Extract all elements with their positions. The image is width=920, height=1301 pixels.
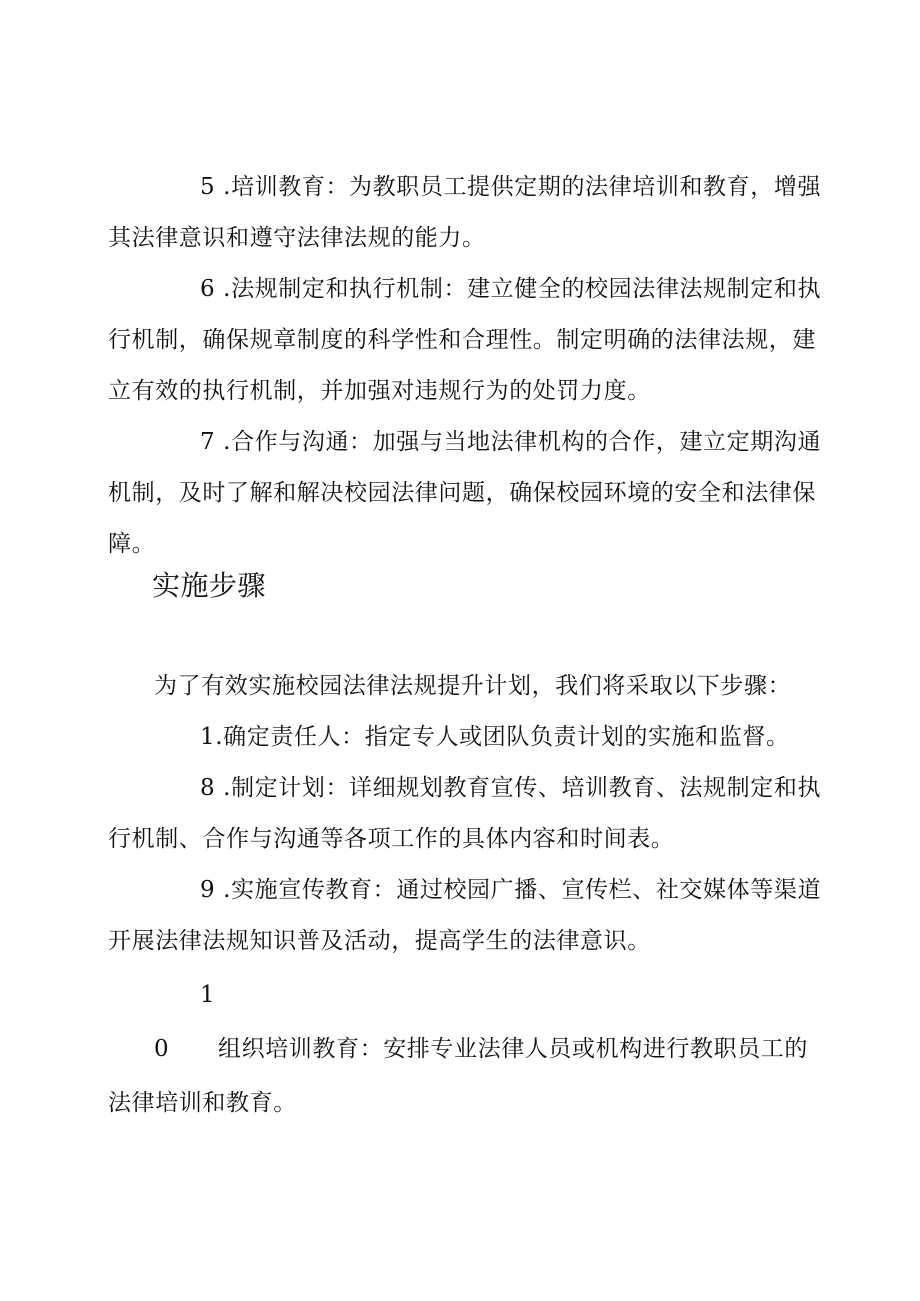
step-10-text: 组织培训教育：安排专业法律人员或机构进行教职员工的法律培训和教育。 [108, 1036, 808, 1116]
item-6-separator: . [215, 276, 232, 302]
item-7-number: 7 [200, 429, 216, 455]
step-1 [108, 712, 824, 763]
item-5 [108, 162, 824, 264]
step-10-number: 10 [154, 982, 216, 1062]
step-9-number: 9 [200, 877, 216, 903]
item-5-number: 5 [200, 174, 216, 200]
step-9-separator: . [215, 877, 232, 903]
step-9-text: 实施宣传教育：通过校园广播、宣传栏、社交媒体等渠道开展法律法规知识普及活动，提高学生的法律意识。 [108, 877, 822, 954]
step-8-text: 制定计划：详细规划教育宣传、培训教育、法规制定和执行机制、合作与沟通等各项工作的具体内容和时间表。 [108, 775, 822, 852]
item-5-text: 培训教育：为教职员工提供定期的法律培训和教育，增强其法律意识和遵守法律法规的能力。 [108, 174, 822, 251]
item-7-text: 合作与沟通：加强与当地法律机构的合作，建立定期沟通机制，及时了解和解决校园法律问题，确保校园环境的安全和法律保障。 [108, 429, 822, 557]
item-5-separator: . [215, 174, 232, 200]
step-1-text: 确定责任人：指定专人或团队负责计划的实施和监督。 [223, 724, 790, 750]
item-6-text: 法规制定和执行机制：建立健全的校园法律法规制定和执行机制，确保规章制度的科学性和合理性。制定明确的法律法规，建立有效的执行机制，并加强对违规行为的处罚力度。 [108, 276, 822, 404]
item-7-separator: . [215, 429, 232, 455]
item-6-number: 6 [200, 276, 216, 302]
step-8-number: 8 [200, 775, 216, 801]
section-intro: 为了有效实施校园法律法规提升计划，我们将采取以下步骤： [154, 673, 792, 699]
section-heading: 实施步骤 [152, 569, 267, 602]
step-10 [108, 968, 824, 1130]
step-8 [108, 763, 824, 865]
item-7 [108, 417, 824, 570]
step-1-number: 1. [200, 724, 224, 750]
step-8-separator: . [215, 775, 232, 801]
step-9 [108, 865, 824, 967]
item-6 [108, 264, 824, 417]
